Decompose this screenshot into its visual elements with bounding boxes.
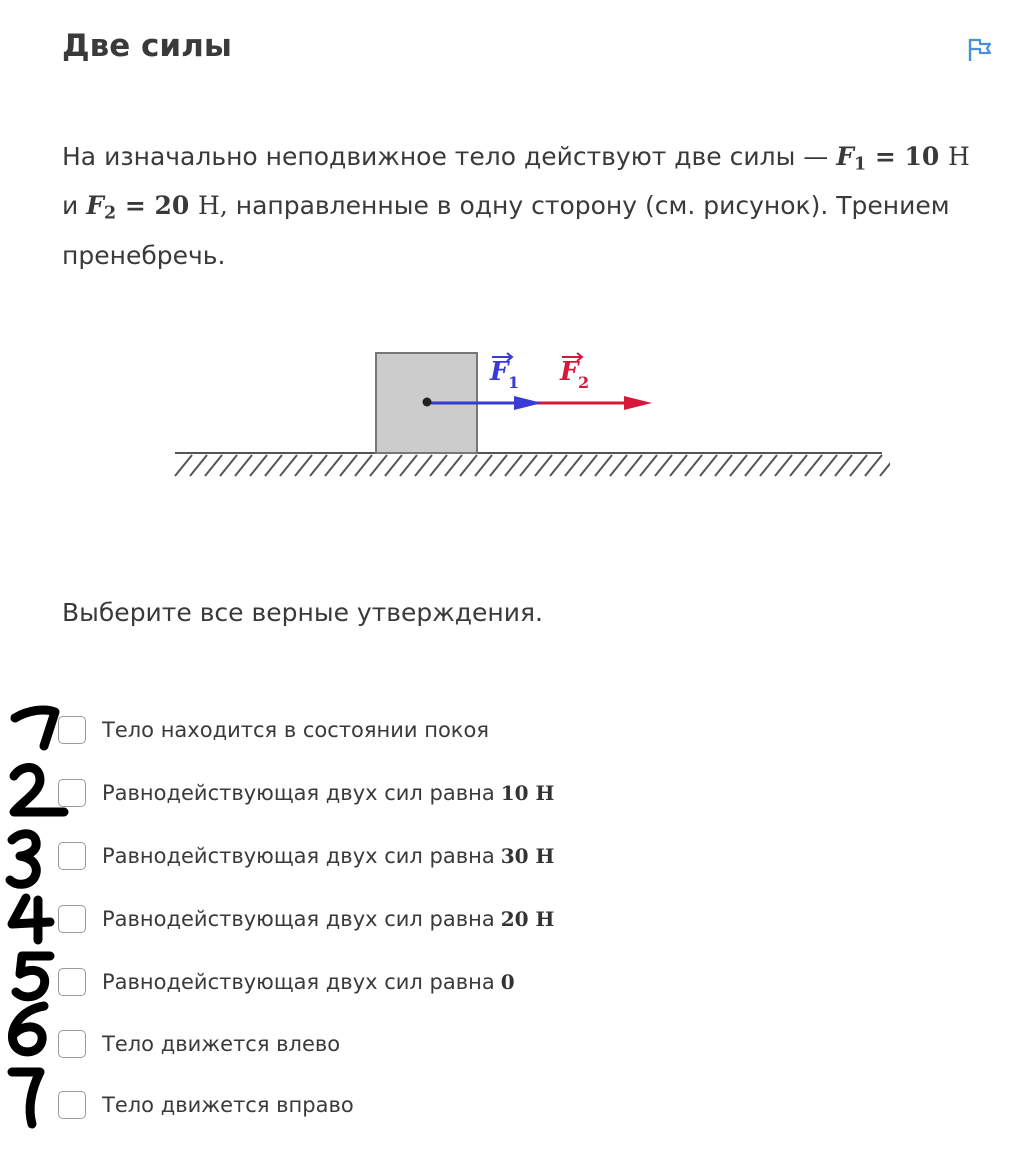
- option-5-text: Равнодействующая двух сил равна: [102, 970, 495, 994]
- hatch-line: [745, 455, 762, 476]
- hatch-line: [385, 455, 402, 476]
- hatch-line: [235, 455, 252, 476]
- hatch-line: [865, 455, 882, 476]
- page-title: Две силы: [62, 28, 232, 64]
- hatch-line: [460, 455, 477, 476]
- hatch-line: [220, 455, 237, 476]
- application-point: [423, 398, 432, 407]
- option-4-value: 20 Н: [500, 907, 555, 931]
- option-4-text: Равнодействующая двух сил равна: [102, 907, 495, 931]
- f1-label: [489, 353, 519, 392]
- option-1-text: Тело находится в состоянии покоя: [102, 718, 489, 742]
- hatch-line: [520, 455, 537, 476]
- hatch-line: [835, 455, 852, 476]
- force-diagram: [170, 340, 890, 490]
- hatch-line: [760, 455, 777, 476]
- svg-text:F: F: [490, 357, 509, 387]
- hatch-line: [265, 455, 282, 476]
- hatch-line: [400, 455, 417, 476]
- hatch-line: [340, 455, 357, 476]
- hatch-line: [610, 455, 627, 476]
- handwritten-7: [12, 1072, 40, 1124]
- hatch-line: [190, 455, 207, 476]
- f2-formula: $F_2 = 20$ Н,: [86, 191, 228, 224]
- hatch-line: [355, 455, 372, 476]
- and-word: и: [62, 191, 79, 221]
- option-4[interactable]: [58, 897, 738, 941]
- f2-arrowhead: [624, 396, 652, 410]
- problem-statement: [62, 136, 992, 276]
- hatch-line: [685, 455, 702, 476]
- hatch-line: [820, 455, 837, 476]
- hatch-line: [625, 455, 642, 476]
- f2-label: [559, 353, 589, 392]
- option-7-text: Тело движется вправо: [102, 1093, 354, 1117]
- handwritten-5: [16, 956, 50, 997]
- problem-text-after: направленные в одну сторону (см. рисунок). Трением пренебречь.: [62, 191, 950, 270]
- hatch-line: [580, 455, 597, 476]
- option-6-text: Тело движется влево: [102, 1032, 341, 1056]
- handwritten-2: [14, 767, 64, 812]
- hatch-line: [535, 455, 552, 476]
- hatch-line: [550, 455, 567, 476]
- flag-icon[interactable]: [966, 36, 994, 64]
- hatch-line: [250, 455, 267, 476]
- svg-text:F: F: [560, 357, 579, 387]
- option-5[interactable]: [58, 960, 738, 1004]
- option-1[interactable]: [58, 708, 738, 752]
- f1-arrowhead: [514, 396, 542, 410]
- option-2-text: Равнодействующая двух сил равна: [102, 781, 495, 805]
- option-3[interactable]: [58, 834, 738, 878]
- option-2[interactable]: [58, 771, 738, 815]
- hatch-line: [310, 455, 327, 476]
- hatch-line: [670, 455, 687, 476]
- hatch-line: [715, 455, 732, 476]
- hatch-line: [565, 455, 582, 476]
- hatch-line: [880, 455, 890, 476]
- question-prompt: Выберите все верные утверждения.: [62, 598, 544, 627]
- hatch-line: [850, 455, 867, 476]
- hatch-line: [775, 455, 792, 476]
- hatch-line: [490, 455, 507, 476]
- f1-formula: $F_1 = 10$ Н: [836, 142, 970, 175]
- handwritten-3: [10, 834, 36, 885]
- hatch-line: [640, 455, 657, 476]
- hatch-line: [175, 455, 192, 476]
- hatch-line: [730, 455, 747, 476]
- handwritten-1: [15, 710, 55, 746]
- option-3-text: Равнодействующая двух сил равна: [102, 844, 495, 868]
- hatch-line: [655, 455, 672, 476]
- hatch-line: [445, 455, 462, 476]
- handwritten-numbers: [0, 700, 75, 1140]
- handwritten-6: [12, 1006, 44, 1052]
- svg-text:2: 2: [578, 373, 590, 392]
- option-6[interactable]: [58, 1022, 738, 1066]
- hatch-line: [295, 455, 312, 476]
- hatch-line: [325, 455, 342, 476]
- option-7[interactable]: [58, 1083, 738, 1127]
- svg-text:1: 1: [508, 373, 520, 392]
- ground-hatching: [175, 453, 890, 476]
- hatch-line: [595, 455, 612, 476]
- hatch-line: [505, 455, 522, 476]
- hatch-line: [790, 455, 807, 476]
- option-3-value: 30 Н: [500, 844, 555, 868]
- hatch-line: [370, 455, 387, 476]
- hatch-line: [805, 455, 822, 476]
- hatch-line: [430, 455, 447, 476]
- hatch-line: [280, 455, 297, 476]
- problem-text-before: На изначально неподвижное тело действуют две силы —: [62, 142, 829, 171]
- handwritten-4: [12, 898, 50, 940]
- hatch-line: [415, 455, 432, 476]
- hatch-line: [700, 455, 717, 476]
- option-2-value: 10 Н: [500, 781, 555, 805]
- hatch-line: [205, 455, 222, 476]
- hatch-line: [475, 455, 492, 476]
- option-5-value: 0: [500, 970, 515, 994]
